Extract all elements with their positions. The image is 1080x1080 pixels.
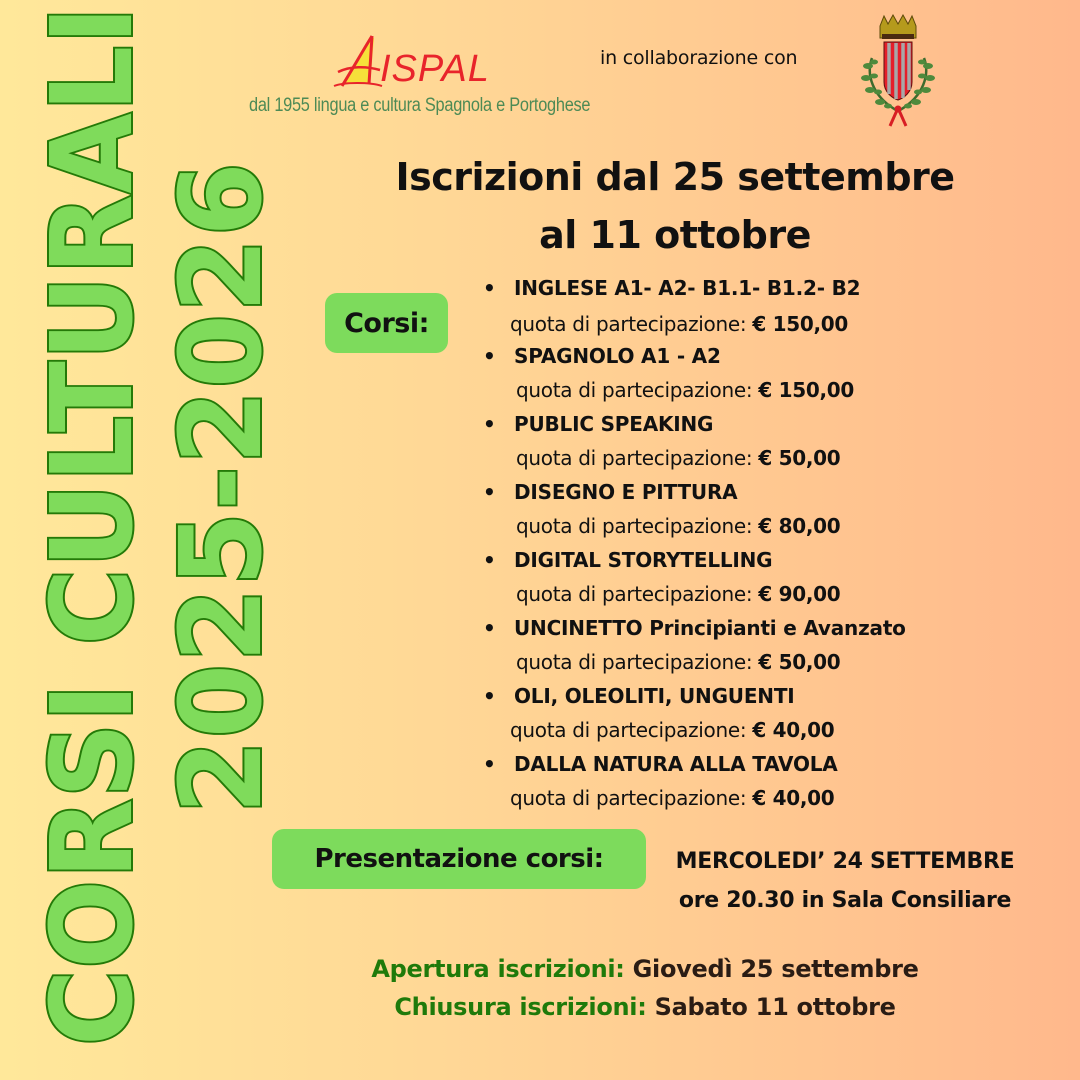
course-fee: quota di partecipazione: € 40,00 (510, 786, 835, 810)
logo-tagline: dal 1955 lingua e cultura Spagnola e Portoghese (249, 95, 591, 116)
courses-label: Corsi: (325, 293, 448, 353)
bullet-icon: • (483, 344, 496, 368)
bullet-icon: • (483, 276, 496, 300)
aispal-logo (330, 32, 530, 92)
closing-label: Chiusura iscrizioni: (394, 993, 647, 1021)
presentation-details (640, 842, 1050, 920)
bullet-icon: • (483, 616, 496, 640)
bullet-icon: • (483, 412, 496, 436)
course-name: INGLESE A1- A2- B1.1- B1.2- B2 (514, 276, 861, 300)
registration-opening (290, 950, 1000, 988)
course-name: UNCINETTO Principianti e Avanzato (514, 616, 906, 640)
course-name: SPAGNOLO A1 - A2 (514, 344, 721, 368)
opening-label: Apertura iscrizioni: (371, 955, 625, 983)
presentation-label: Presentazione corsi: (272, 829, 646, 889)
course-fee: quota di partecipazione: € 50,00 (516, 446, 841, 470)
course-fee: quota di partecipazione: € 40,00 (510, 718, 835, 742)
course-name: DISEGNO E PITTURA (514, 480, 738, 504)
registration-dates (290, 950, 1000, 1026)
course-fee: quota di partecipazione: € 90,00 (516, 582, 841, 606)
registration-closing (290, 988, 1000, 1026)
bullet-icon: • (483, 752, 496, 776)
vertical-title: CORSI CULTURALI (28, 5, 158, 1046)
course-fee: quota di partecipazione: € 80,00 (516, 514, 841, 538)
course-name: DALLA NATURA ALLA TAVOLA (514, 752, 838, 776)
coat-of-arms-icon (852, 14, 944, 130)
course-name: OLI, OLEOLITI, UNGUENTI (514, 684, 795, 708)
closing-value: Sabato 11 ottobre (654, 993, 896, 1021)
bullet-icon: • (483, 548, 496, 572)
course-fee: quota di partecipazione: € 50,00 (516, 650, 841, 674)
course-fee: quota di partecipazione: € 150,00 (516, 378, 855, 402)
opening-value: Giovedì 25 settembre (632, 955, 919, 983)
presentation-date: MERCOLEDI’ 24 SETTEMBRE (675, 849, 1015, 874)
presentation-time-place: ore 20.30 in Sala Consiliare (678, 888, 1012, 913)
headline-line-2: al 11 ottobre (539, 213, 811, 257)
vertical-year: 2025-2026 (157, 160, 287, 814)
aispal-wordmark: ISPAL (380, 48, 490, 90)
course-fee: quota di partecipazione: € 150,00 (510, 312, 849, 336)
collaboration-text: in collaborazione con (600, 47, 798, 69)
course-name: PUBLIC SPEAKING (514, 412, 714, 436)
headline-line-1: Iscrizioni dal 25 settembre (395, 155, 955, 199)
bullet-icon: • (483, 684, 496, 708)
bullet-icon: • (483, 480, 496, 504)
course-name: DIGITAL STORYTELLING (514, 548, 773, 572)
registration-headline (340, 148, 1010, 264)
